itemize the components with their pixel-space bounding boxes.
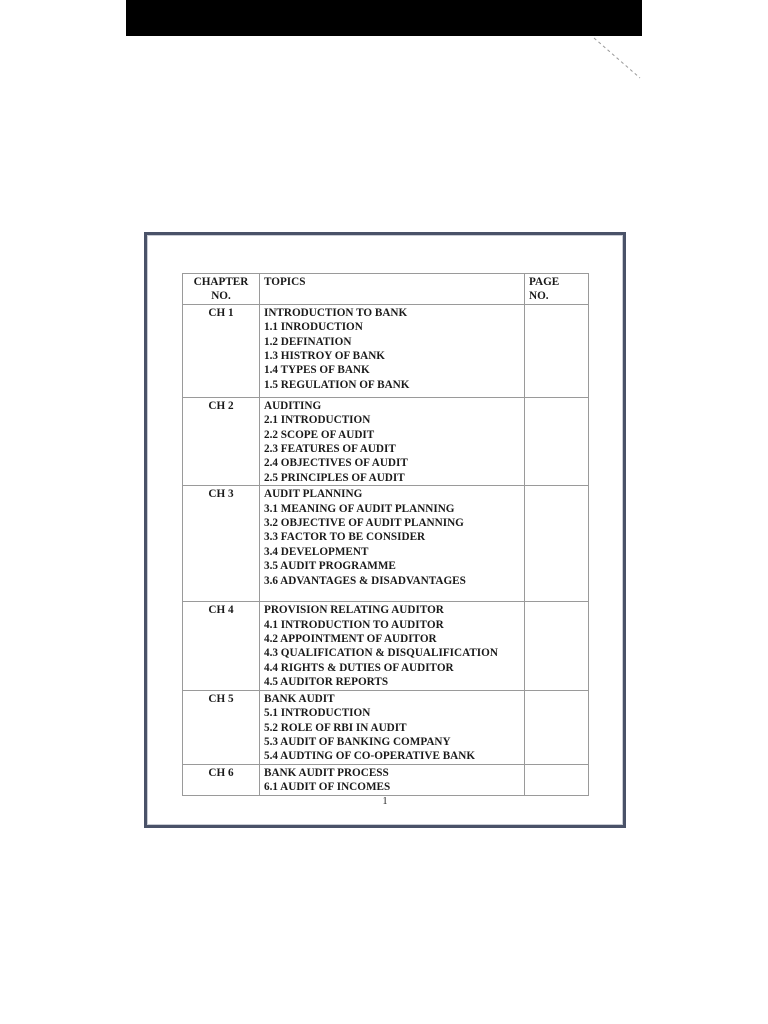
chapter-header-line-1: CHAPTER [193, 276, 249, 288]
chapter-title: BANK AUDIT PROCESS [264, 766, 389, 779]
chapter-title: AUDITING [264, 399, 322, 412]
topics-header: TOPICS [260, 274, 525, 305]
chapter-header-line-2: NO. [211, 290, 231, 303]
page-number-cell [525, 486, 589, 602]
table-row [183, 397, 589, 485]
page-number: 1 [382, 796, 388, 807]
page-number-cell [525, 304, 589, 397]
document-page [144, 232, 626, 828]
chapter-title: AUDIT PLANNING [264, 488, 363, 501]
topics-cell [260, 690, 525, 764]
page-no-header [525, 274, 589, 305]
topic-item: 5.3 AUDIT OF BANKING COMPANY [264, 735, 451, 748]
chapter-number-cell: CH 2 [183, 397, 260, 485]
chapter-number-cell: CH 4 [183, 602, 260, 690]
topic-item: 2.5 PRINCIPLES OF AUDIT [264, 471, 405, 484]
topic-item: 1.4 TYPES OF BANK [264, 364, 370, 377]
topic-item: 3.4 DEVELOPMENT [264, 545, 369, 558]
table-of-contents [182, 273, 589, 796]
chapter-title: INTRODUCTION TO BANK [264, 306, 408, 319]
topics-cell [260, 764, 525, 795]
chapter-number-cell: CH 6 [183, 764, 260, 795]
topic-item: 5.2 ROLE OF RBI IN AUDIT [264, 721, 407, 734]
topic-item: 6.1 AUDIT OF INCOMES [264, 781, 391, 794]
table-row [183, 602, 589, 690]
topic-item: 3.6 ADVANTAGES & DISADVANTAGES [264, 574, 466, 587]
topic-item: 3.3 FACTOR TO BE CONSIDER [264, 531, 426, 544]
page-header-line-2: NO. [529, 290, 549, 303]
topics-cell [260, 304, 525, 397]
top-black-bar [126, 0, 642, 36]
page-corner-fold-icon [592, 36, 642, 80]
topics-cell [260, 486, 525, 602]
topic-item: 4.4 RIGHTS & DUTIES OF AUDITOR [264, 661, 454, 674]
table-row [183, 764, 589, 795]
page-number-cell [525, 764, 589, 795]
topic-item: 1.5 REGULATION OF BANK [264, 378, 410, 391]
page-number-cell [525, 690, 589, 764]
table-row [183, 486, 589, 602]
topic-item: 5.1 INTRODUCTION [264, 707, 371, 720]
chapter-title: BANK AUDIT [264, 692, 335, 705]
chapter-no-header [183, 274, 260, 305]
topics-cell [260, 397, 525, 485]
topic-item: 5.4 AUDTING OF CO-OPERATIVE BANK [264, 750, 476, 763]
topic-item: 2.1 INTRODUCTION [264, 414, 371, 427]
topic-item: 2.3 FEATURES OF AUDIT [264, 443, 396, 456]
topic-item: 1.3 HISTROY OF BANK [264, 350, 386, 363]
topic-item: 3.2 OBJECTIVE OF AUDIT PLANNING [264, 517, 464, 530]
topic-item: 4.5 AUDITOR REPORTS [264, 676, 389, 689]
topic-item: 2.4 OBJECTIVES OF AUDIT [264, 457, 408, 470]
topic-item: 3.5 AUDIT PROGRAMME [264, 560, 396, 573]
chapter-title: PROVISION RELATING AUDITOR [264, 604, 444, 617]
page-number-cell [525, 602, 589, 690]
table-row [183, 690, 589, 764]
toc-body [183, 304, 589, 795]
topic-item: 4.3 QUALIFICATION & DISQUALIFICATION [264, 647, 498, 660]
page-number-cell [525, 397, 589, 485]
topic-item: 4.2 APPOINTMENT OF AUDITOR [264, 633, 437, 646]
page-header-line-1: PAGE [529, 276, 560, 288]
topics-cell [260, 602, 525, 690]
table-row [183, 304, 589, 397]
topic-item: 1.2 DEFINATION [264, 335, 352, 348]
toc-header-row [183, 274, 589, 305]
chapter-number-cell: CH 1 [183, 304, 260, 397]
topic-item: 3.1 MEANING OF AUDIT PLANNING [264, 502, 455, 515]
chapter-number-cell: CH 3 [183, 486, 260, 602]
topic-item: 4.1 INTRODUCTION TO AUDITOR [264, 618, 444, 631]
chapter-number-cell: CH 5 [183, 690, 260, 764]
topic-item: 2.2 SCOPE OF AUDIT [264, 428, 375, 441]
topic-item: 1.1 INRODUCTION [264, 321, 363, 334]
